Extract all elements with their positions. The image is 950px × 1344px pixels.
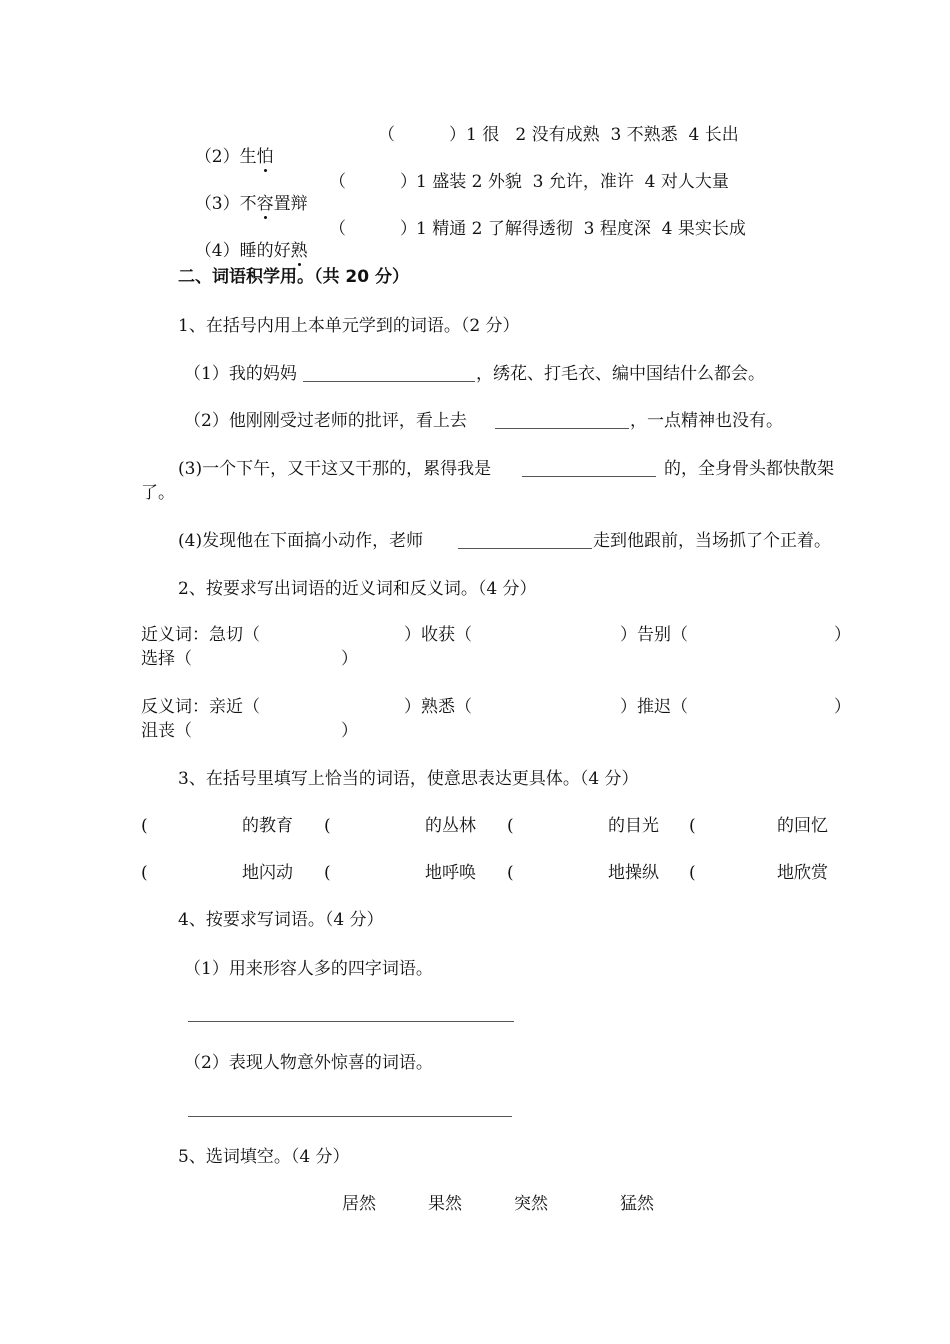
paren-open: ( xyxy=(141,863,148,883)
item-number: （2） xyxy=(194,147,240,167)
options: 1 盛装 2 外貌 3 允许，准许 4 对人大量 xyxy=(416,172,729,192)
q3-title: 3、在括号里填写上恰当的词语，使意思表达更具体。（4 分） xyxy=(178,769,639,789)
options: 1 精通 2 了解得透彻 3 程度深 4 果实长成 xyxy=(416,219,746,239)
q4-s1: （1）用来形容人多的四字词语。 xyxy=(184,959,433,979)
q3-phrase: 的目光 xyxy=(608,816,659,836)
dotted-char: 怕 xyxy=(256,147,274,167)
answer-paren: （ ） xyxy=(329,219,418,239)
q1-s3-cont: 了。 xyxy=(141,483,175,503)
word: 置辩 xyxy=(273,194,308,214)
q1-s1-post: ，绣花、打毛衣、编中国结什么都会。 xyxy=(476,364,765,384)
synonym-item: ）收获（ xyxy=(404,625,472,645)
synonym-item: ） xyxy=(834,625,851,645)
options: 1 很 2 没有成熟 3 不熟悉 4 长出 xyxy=(466,125,739,145)
blank-line[interactable] xyxy=(303,381,475,382)
answer-paren: （ ） xyxy=(378,125,467,145)
paren-open: ( xyxy=(141,816,148,836)
word-choice: 居然 xyxy=(342,1194,376,1214)
synonym-item: ）告别（ xyxy=(620,625,688,645)
q1-s1-pre: （1）我的妈妈 xyxy=(184,364,297,384)
item-3 xyxy=(184,171,308,215)
word-choice: 突然 xyxy=(514,1194,548,1214)
word-choice: 果然 xyxy=(428,1194,462,1214)
synonym-label: 近义词：急切（ xyxy=(141,625,260,645)
q1-s2-post: ，一点精神也没有。 xyxy=(630,411,783,431)
antonym-item: ）推迟（ xyxy=(620,697,688,717)
paren-open: ( xyxy=(507,816,514,836)
antonym-last: 沮丧（ xyxy=(141,721,192,741)
section-title: 二、词语积学用。（共 20 分） xyxy=(178,267,409,287)
antonym-last-close: ） xyxy=(341,721,358,741)
blank-line[interactable] xyxy=(458,548,592,549)
paren-open: ( xyxy=(324,816,331,836)
answer-line[interactable] xyxy=(188,1116,512,1117)
q5-title: 5、选词填空。（4 分） xyxy=(178,1147,350,1167)
antonym-item: ）熟悉（ xyxy=(404,697,472,717)
q3-phrase: 地呼唤 xyxy=(425,863,476,883)
dotted-char: 熟 xyxy=(290,241,308,261)
antonym-label: 反义词：亲近（ xyxy=(141,697,260,717)
paren-open: ( xyxy=(507,863,514,883)
q3-phrase: 地欣赏 xyxy=(777,863,828,883)
q4-s2: （2）表现人物意外惊喜的词语。 xyxy=(184,1053,433,1073)
blank-line[interactable] xyxy=(495,428,629,429)
synonym-last: 选择（ xyxy=(141,649,192,669)
answer-line[interactable] xyxy=(188,1021,514,1022)
word-choice: 猛然 xyxy=(620,1194,654,1214)
q3-phrase: 地闪动 xyxy=(242,863,293,883)
q1-s3-post: 的，全身骨头都快散架 xyxy=(664,459,834,479)
item-2 xyxy=(184,124,274,168)
word: 睡的好 xyxy=(239,241,291,261)
q3-phrase: 的回忆 xyxy=(777,816,828,836)
item-number: （4） xyxy=(194,241,240,261)
dotted-char: 容 xyxy=(256,194,274,214)
paren-open: ( xyxy=(324,863,331,883)
q2-title: 2、按要求写出词语的近义词和反义词。（4 分） xyxy=(178,579,537,599)
q3-phrase: 的教育 xyxy=(242,816,293,836)
q1-s3-pre: (3)一个下午，又干这又干那的，累得我是 xyxy=(178,459,492,479)
paren-open: ( xyxy=(689,863,696,883)
q1-s4-post: 走到他跟前，当场抓了个正着。 xyxy=(593,531,831,551)
word: 不 xyxy=(239,194,257,214)
blank-line[interactable] xyxy=(522,476,656,477)
q3-phrase: 的丛林 xyxy=(425,816,476,836)
item-4 xyxy=(184,218,308,262)
antonym-item: ） xyxy=(834,697,851,717)
q1-s4-pre: (4)发现他在下面搞小动作，老师 xyxy=(178,531,424,551)
q1-s2-pre: （2）他刚刚受过老师的批评，看上去 xyxy=(184,411,467,431)
word: 生 xyxy=(239,147,257,167)
q4-title: 4、按要求写词语。（4 分） xyxy=(178,910,384,930)
q3-phrase: 地操纵 xyxy=(608,863,659,883)
q1-title: 1、在括号内用上本单元学到的词语。（2 分） xyxy=(178,316,520,336)
paren-open: ( xyxy=(689,816,696,836)
answer-paren: （ ） xyxy=(329,172,418,192)
synonym-last-close: ） xyxy=(341,649,358,669)
item-number: （3） xyxy=(194,194,240,214)
